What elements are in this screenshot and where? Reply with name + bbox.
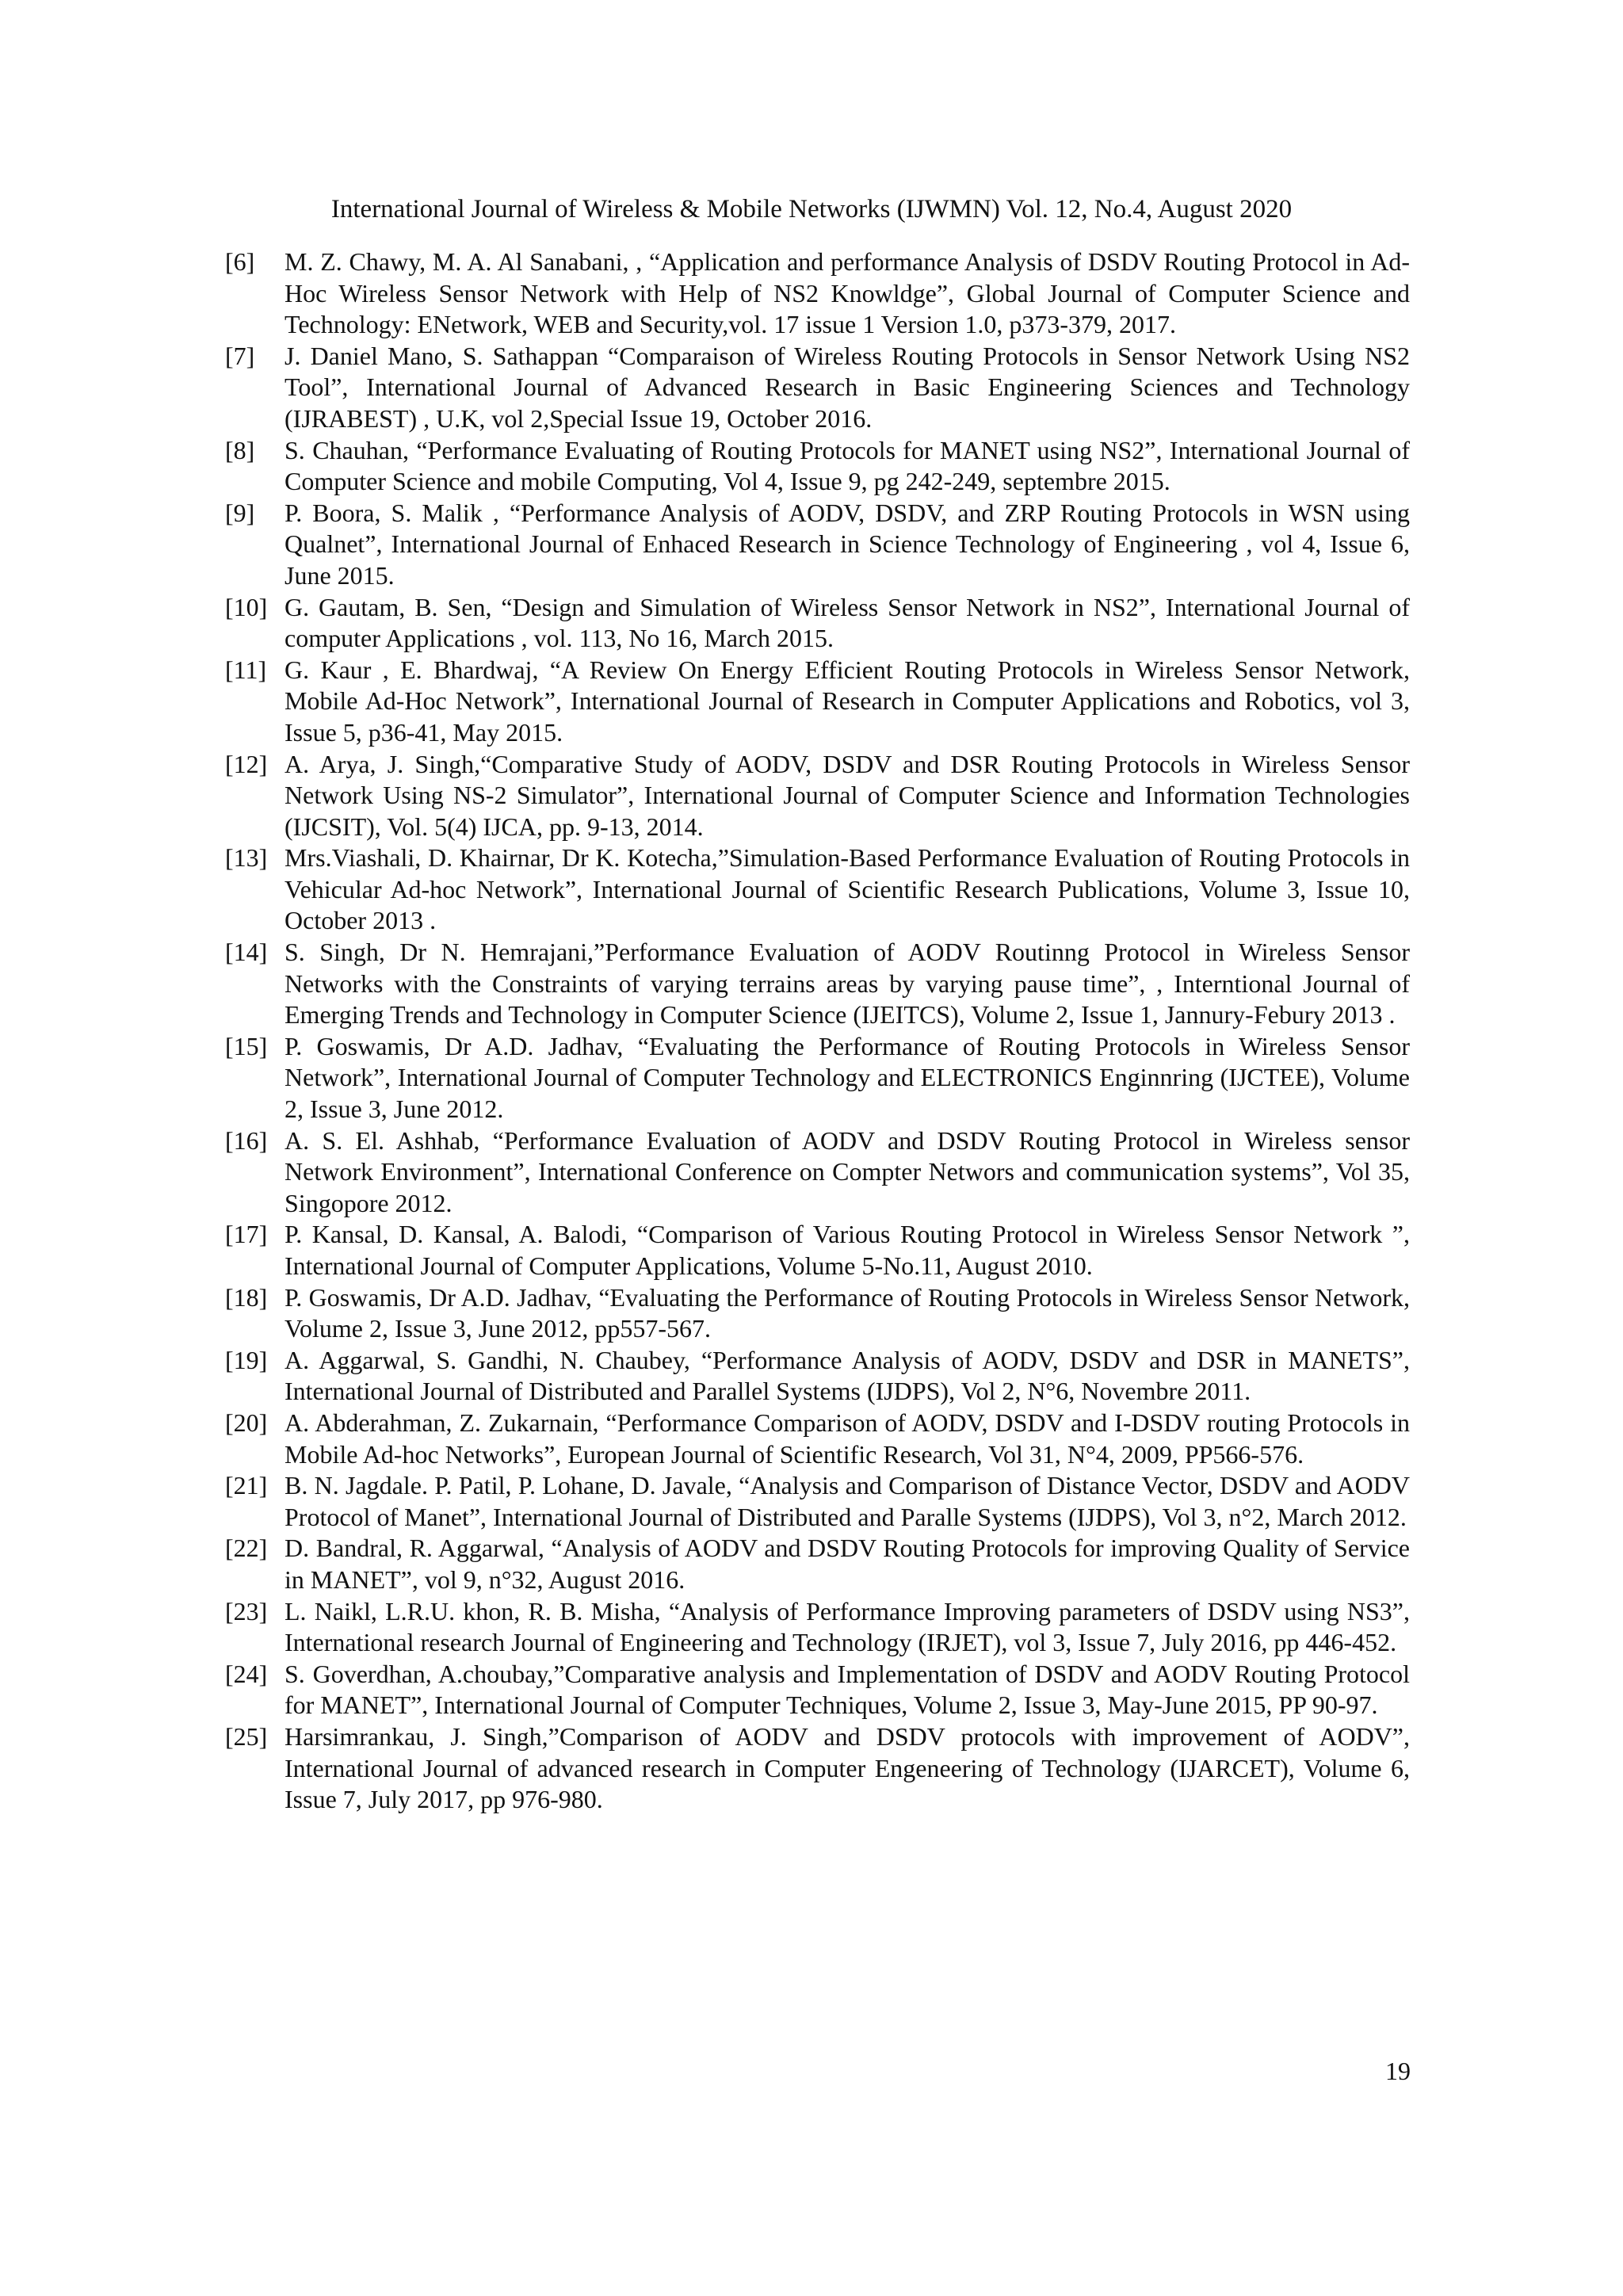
reference-number: [19] [225, 1345, 268, 1374]
reference-text: J. Daniel Mano, S. Sathappan “Comparaison of Wireless Routing Protocols in Sensor Network Using NS2 Tool”, International Journal of Advanced Research in Basic Engineering Sciences and Technology (IJRABEST) , U.K, vol 2,Special Issue 19, October 2016. [285, 341, 1410, 433]
reference-item [225, 1470, 1410, 1533]
reference-text: L. Naikl, L.R.U. khon, R. B. Misha, “Analysis of Performance Improving parameters of DSDV using NS3”, International research Journal of Engineering and Technology (IRJET), vol 3, Issue 7, July 2016, pp 446-452. [285, 1596, 1410, 1657]
reference-text: Mrs.Viashali, D. Khairnar, Dr K. Kotecha,”Simulation-Based Performance Evaluation of Routing Protocols in Vehicular Ad-hoc Network”, International Journal of Scientific Research Publications, Volume 3, Issue 10, October 2013 . [285, 843, 1410, 935]
reference-item [225, 1345, 1410, 1408]
reference-number: [20] [225, 1408, 268, 1437]
reference-text: S. Chauhan, “Performance Evaluating of Routing Protocols for MANET using NS2”, International Journal of Computer Science and mobile Computing, Vol 4, Issue 9, pg 242-249, septembre 2015. [285, 435, 1410, 496]
reference-item [225, 749, 1410, 843]
reference-number: [12] [225, 749, 268, 778]
reference-text: Harsimrankau, J. Singh,”Comparison of AODV and DSDV protocols with improvement of AODV”, International Journal of advanced research in Computer Engeneering of Technology (IJARCET), Volume 6, Issue 7, July 2017, pp 976-980. [285, 1721, 1410, 1814]
reference-text: D. Bandral, R. Aggarwal, “Analysis of AODV and DSDV Routing Protocols for improving Quality of Service in MANET”, vol 9, n°32, August 2016. [285, 1534, 1410, 1594]
reference-item [225, 592, 1410, 655]
reference-text: G. Kaur , E. Bhardwaj, “A Review On Energy Efficient Routing Protocols in Wireless Sensor Network, Mobile Ad-Hoc Network”, International Journal of Research in Computer Applications and Robotics, vol 3, Issue 5, p36-41, May 2015. [285, 655, 1410, 747]
reference-text: A. Aggarwal, S. Gandhi, N. Chaubey, “Performance Analysis of AODV, DSDV and DSR in MANETS”, International Journal of Distributed and Parallel Systems (IJDPS), Vol 2, N°6, Novembre 2011. [285, 1345, 1410, 1406]
reference-text: S. Goverdhan, A.choubay,”Comparative analysis and Implementation of DSDV and AODV Routing Protocol for MANET”, International Journal of Computer Techniques, Volume 2, Issue 3, May-June 2015, PP 90-97. [285, 1659, 1410, 1720]
reference-text: B. N. Jagdale. P. Patil, P. Lohane, D. Javale, “Analysis and Comparison of Distance Vector, DSDV and AODV Protocol of Manet”, International Journal of Distributed and Paralle Systems (IJDPS), Vol 3, n°2, March 2012. [285, 1471, 1410, 1531]
reference-number: [22] [225, 1534, 268, 1563]
reference-item [225, 1031, 1410, 1125]
reference-number: [21] [225, 1471, 268, 1500]
reference-text: A. Arya, J. Singh,“Comparative Study of AODV, DSDV and DSR Routing Protocols in Wireless Sensor Network Using NS-2 Simulator”, International Journal of Computer Science and Information Technologies (IJCSIT), Vol. 5(4) IJCA, pp. 9-13, 2014. [285, 749, 1410, 841]
reference-item [225, 1596, 1410, 1659]
reference-number: [13] [225, 843, 268, 873]
reference-text: P. Boora, S. Malik , “Performance Analysis of AODV, DSDV, and ZRP Routing Protocols in WSN using Qualnet”, International Journal of Enhaced Research in Science Technology of Engineering , vol 4, Issue 6, June 2015. [285, 498, 1410, 590]
reference-number: [24] [225, 1659, 268, 1688]
reference-number: [14] [225, 938, 268, 967]
reference-number: [6] [225, 247, 255, 276]
reference-text: P. Goswamis, Dr A.D. Jadhav, “Evaluating the Performance of Routing Protocols in Wireless Sensor Network”, International Journal of Computer Technology and ELECTRONICS Enginnring (IJCTEE), Volume 2, Issue 3, June 2012. [285, 1031, 1410, 1124]
reference-item [225, 435, 1410, 498]
reference-item [225, 655, 1410, 749]
reference-number: [23] [225, 1596, 268, 1626]
reference-item [225, 1721, 1410, 1816]
running-header: International Journal of Wireless & Mobile Networks (IJWMN) Vol. 12, No.4, August 2020 [330, 195, 1293, 223]
reference-number: [9] [225, 498, 255, 527]
reference-text: P. Goswamis, Dr A.D. Jadhav, “Evaluating the Performance of Routing Protocols in Wireless Sensor Network, Volume 2, Issue 3, June 2012, pp557-567. [285, 1282, 1410, 1343]
reference-item [225, 842, 1410, 937]
reference-item [225, 1219, 1410, 1282]
reference-text: P. Kansal, D. Kansal, A. Balodi, “Comparison of Various Routing Protocol in Wireless Sensor Network ”, International Journal of Computer Applications, Volume 5-No.11, August 2010. [285, 1220, 1410, 1280]
reference-item [225, 1408, 1410, 1470]
page-number: 19 [1385, 2057, 1411, 2085]
reference-item [225, 498, 1410, 592]
reference-number: [17] [225, 1220, 268, 1249]
reference-text: A. S. El. Ashhab, “Performance Evaluation of AODV and DSDV Routing Protocol in Wireless sensor Network Environment”, International Conference on Compter Networs and communication systems”, Vol 35, Singopore 2012. [285, 1125, 1410, 1217]
reference-number: [16] [225, 1125, 268, 1155]
reference-item [225, 1125, 1410, 1220]
reference-number: [7] [225, 341, 255, 370]
reference-number: [25] [225, 1721, 268, 1751]
reference-item [225, 341, 1410, 435]
reference-number: [8] [225, 435, 255, 464]
reference-text: M. Z. Chawy, M. A. Al Sanabani, , “Application and performance Analysis of DSDV Routing Protocol in Ad-Hoc Wireless Sensor Network with Help of NS2 Knowldge”, Global Journal of Computer Science and Technology: ENetwork, WEB and Security,vol. 17 issue 1 Version 1.0, p373-379, 2017. [285, 247, 1410, 339]
reference-item [225, 246, 1410, 341]
reference-number: [18] [225, 1282, 268, 1312]
reference-list [225, 246, 1410, 1816]
reference-item [225, 1659, 1410, 1721]
reference-item [225, 1533, 1410, 1595]
reference-number: [10] [225, 592, 268, 621]
reference-item [225, 1282, 1410, 1345]
reference-text: A. Abderahman, Z. Zukarnain, “Performance Comparison of AODV, DSDV and I-DSDV routing Protocols in Mobile Ad-hoc Networks”, European Journal of Scientific Research, Vol 31, N°4, 2009, PP566-576. [285, 1408, 1410, 1469]
reference-text: G. Gautam, B. Sen, “Design and Simulation of Wireless Sensor Network in NS2”, International Journal of computer Applications , vol. 113, No 16, March 2015. [285, 592, 1410, 653]
reference-number: [11] [225, 655, 267, 684]
reference-text: S. Singh, Dr N. Hemrajani,”Performance Evaluation of AODV Routinng Protocol in Wireless Sensor Networks with the Constraints of varying terrains areas by varying pause time”, , Interntional Journal of Emerging Trends and Technology in Computer Science (IJEITCS), Volume 2, Issue 1, Jannury-Febury 2013 . [285, 938, 1410, 1030]
reference-number: [15] [225, 1031, 268, 1060]
reference-item [225, 937, 1410, 1031]
